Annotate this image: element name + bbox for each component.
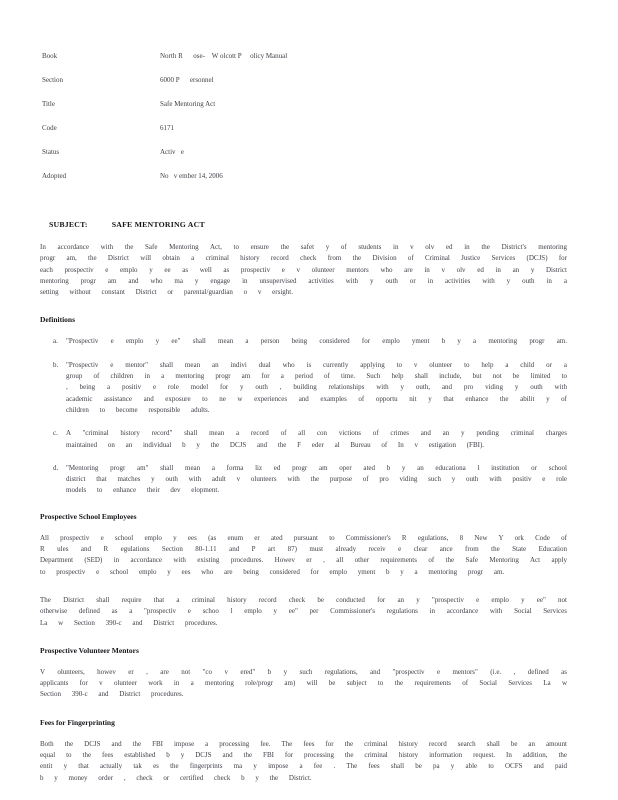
section-heading-prospective-school-employees: Prospective School Employees — [40, 511, 137, 521]
list-marker: d. — [53, 463, 59, 472]
definition-text: A "criminal history record" shall mean a record of all con victions of crimes and an y pending criminal charges maintained on an individual b y the DCJS and the F eder al Bureau of In v estigation (FBI). — [66, 429, 567, 449]
definitions-heading: Definitions — [40, 315, 76, 325]
definition-text: "Prospectiv e mentor" shall mean an indivi dual who is currently applying to v olunteer to help a child or a group of children in a mentoring progr am for a period of time. Such help shall include, but not be limited to , being a positiv e role model for y outh , building relationships with y outh, and pro viding y outh with academic assistance and exposure to ne w experiences and examples of opportu nit y that enhance the abilit y of children to become responsible adults. — [66, 360, 567, 414]
meta-label: Section — [42, 76, 63, 84]
definition-text: "Mentoring progr am" shall mean a forma liz ed progr am oper ated b y an educationa l institution or school district that matches y outh with adult v olunteers with the purpose of pro viding such y outh with positiv e role models to enhance their dev elopment. — [66, 463, 567, 495]
section-heading-prospective-volunteer-mentors: Prospective Volunteer Mentors — [40, 645, 139, 655]
page-title: SAFE MENTORING ACT — [111, 220, 205, 229]
list-marker: a. — [53, 337, 58, 346]
meta-value: 6171 — [160, 124, 174, 132]
meta-value: Safe Mentoring Act — [160, 100, 216, 108]
meta-row-title — [42, 100, 567, 108]
meta-label: Adopted — [42, 172, 67, 180]
subject-label: SUBJECT: — [49, 220, 88, 229]
definition-item-a — [53, 336, 567, 347]
meta-row-section — [42, 76, 567, 84]
meta-value: No v ember 14, 2006 — [160, 172, 223, 180]
section-paragraph: V olunteers, howev er , are not "co v ered" b y such regulations, and "prospectiv e mentors" (i.e. , defined as applicants for v olunteer work in a mentoring role/progr am) will be subject to the requirements of Social Services La w Section 390-c and District procedures. — [40, 667, 567, 699]
meta-row-book — [42, 52, 567, 60]
section-paragraph: All prospectiv e school emplo y ees (as enum er ated pursuant to Commissioner's R egulations, 8 New Y ork Code of R ules and R egulations Section 80-1.11 and P art 87) must already receiv e clear ance from the State Education Department (SED) in accordance with existing procedures. Howev er , all other requirements of the Safe Mentoring Act apply to prospectiv e school emplo y ees who are being considered for emplo yment b y a mentoring progr am. — [40, 533, 567, 576]
meta-row-status — [42, 148, 567, 156]
document-meta-table — [40, 52, 567, 180]
definition-text: "Prospectiv e emplo y ee" shall mean a person being considered for emplo yment b y a mentoring progr am. — [66, 337, 567, 346]
definition-item-c — [53, 428, 567, 451]
meta-label: Book — [42, 52, 58, 60]
list-marker: c. — [53, 429, 58, 438]
section-paragraph: Both the DCJS and the FBI impose a processing fee. The fees for the criminal history record search shall be an amount equal to the fees established b y DCJS and the FBI for processing the criminal history information request. In addition, the entit y that actually tak es the fingerprints ma y impose a fee . The fees shall be pa y able to OCFS and paid b y money order , check or certified check b y the District. — [40, 739, 567, 782]
section-heading-fees-for-fingerprinting: Fees for Fingerprinting — [40, 717, 115, 727]
meta-row-code — [42, 124, 567, 132]
meta-row-adopted — [42, 172, 567, 180]
meta-label: Title — [42, 100, 55, 108]
subject-line — [40, 220, 567, 229]
meta-label: Status — [42, 148, 60, 156]
meta-value: North R ose- W olcott P olicy Manual — [160, 52, 288, 60]
definition-item-d — [53, 463, 567, 497]
section-paragraph: The District shall require that a criminal history record check be conducted for an y "prospectiv e emplo y ee" not otherwise defined as a "prospectiv e schoo l emplo y ee" per Commissioner's regulations in accordance with Social Services La w Section 390-c and District procedures. — [40, 595, 567, 627]
meta-value: Activ e — [160, 148, 184, 156]
definition-item-b — [53, 360, 567, 416]
list-marker: b. — [53, 360, 59, 369]
meta-value: 6000 P ersonnel — [160, 76, 214, 84]
meta-label: Code — [42, 124, 57, 132]
definitions-list — [40, 336, 567, 496]
intro-paragraph: In accordance with the Safe Mentoring Act, to ensure the safet y of students in v olv ed in the District's mentoring progr am, the District will obtain a criminal history record check from the Division of Criminal Justice Services (DCJS) for each prospectiv e emplo y ee as well as prospectiv e v olunteer mentors who are in v olv ed in an y District mentoring progr am and who ma y engage in unsupervised activities with y outh or in activities with y outh in a setting without constant District or parental/guardian o v ersight. — [40, 243, 567, 297]
